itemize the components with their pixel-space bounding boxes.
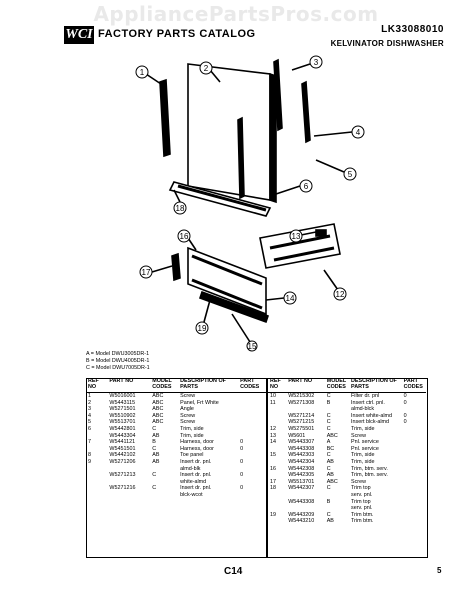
table-row	[268, 393, 426, 400]
svg-text:5: 5	[347, 170, 353, 179]
cell-part-no: W5443209	[288, 511, 315, 518]
cell-part-no: W5442305	[288, 472, 315, 479]
cell-ref	[86, 446, 107, 453]
cell-model-code: C	[326, 393, 331, 399]
cell-model-code: C	[152, 472, 157, 479]
cell-description: Trim btm.	[351, 518, 374, 525]
table-row	[268, 485, 426, 492]
col-ref: REF NO	[268, 378, 286, 393]
model-c: C = Model DWU7005DR-1	[86, 365, 150, 371]
model-b: B = Model DWU4005DR-1	[86, 358, 150, 364]
cell-part-no: W5510902	[109, 412, 136, 419]
cell-description: Screw	[180, 419, 196, 426]
cell-description: almd-blck	[351, 406, 375, 413]
svg-text:3: 3	[313, 58, 319, 67]
cell-part-code	[238, 406, 266, 413]
table-row	[268, 433, 426, 440]
table-row	[86, 479, 266, 486]
cell-part-no: W5442801	[109, 425, 136, 432]
cell-part-code	[402, 446, 426, 453]
cell-description: Trim btm.	[351, 511, 374, 518]
cell-description: Insert dr. pnl.	[180, 458, 212, 465]
cell-ref: 4	[88, 412, 91, 419]
cell-ref	[86, 492, 107, 499]
cell-description: Pnl. service	[351, 439, 379, 446]
cell-model-code: AB	[326, 518, 334, 525]
callout-14	[284, 292, 296, 304]
cell-model-code: AB	[326, 458, 334, 465]
cell-part-no: W5271206	[109, 458, 136, 465]
callout-19	[196, 322, 208, 334]
table-row	[268, 472, 426, 479]
cell-description: Screw	[351, 432, 366, 439]
cell-description: almd-blk	[180, 465, 201, 472]
callout-12	[334, 288, 346, 300]
table-row	[86, 492, 266, 499]
cell-model-code: B	[326, 399, 331, 406]
cell-model-code: A	[326, 439, 331, 446]
table-row	[86, 485, 266, 492]
cell-model-code: ABC	[152, 406, 164, 413]
table-row	[268, 512, 426, 519]
cell-model-code: ABC	[152, 412, 164, 419]
cell-description: Insert dr. pnl.	[180, 472, 212, 479]
cell-part-code	[402, 459, 426, 466]
cell-part-code	[238, 433, 266, 440]
cell-part-code	[402, 492, 426, 499]
cell-description: Trim, side	[351, 452, 375, 459]
cell-description: Trim, side	[180, 432, 204, 439]
cell-model-code	[325, 492, 349, 499]
col-part: PART NO	[107, 378, 150, 393]
cell-model-code: AB	[152, 452, 160, 459]
cell-part-no: W5016001	[109, 393, 136, 399]
cell-ref	[268, 472, 286, 479]
cell-description: Insert ctrl. pnl.	[351, 399, 385, 406]
callout-6	[300, 180, 312, 192]
cell-model-code	[150, 479, 178, 486]
table-row	[268, 459, 426, 466]
cell-model-code: C	[152, 445, 157, 452]
cell-ref: 1	[88, 393, 91, 399]
table-row	[86, 466, 266, 473]
cell-part-code	[238, 413, 266, 420]
col-desc: DESCRIPTION OF PARTS	[349, 378, 402, 393]
cell-model-code: AB	[152, 432, 160, 439]
cell-part-code	[402, 406, 426, 413]
cell-part-code	[238, 419, 266, 426]
table-row	[86, 400, 266, 407]
cell-description: Filter dr. pnl	[351, 393, 380, 399]
cell-ref: 19	[270, 511, 276, 518]
svg-text:18: 18	[175, 204, 185, 213]
cell-model-code: ABC	[326, 478, 338, 485]
cell-part-code: 0	[403, 419, 407, 426]
cell-ref	[268, 499, 286, 506]
cell-model-code: C	[326, 412, 331, 419]
table-row	[86, 406, 266, 413]
table-row	[86, 426, 266, 433]
cell-model-code: ABC	[152, 419, 164, 426]
cell-ref	[268, 446, 286, 453]
cell-part-no: W5443308	[288, 445, 315, 452]
cell-part-code	[238, 393, 266, 400]
callout-5	[344, 168, 356, 180]
cell-ref: 7	[88, 439, 91, 446]
callout-2	[200, 62, 212, 74]
cell-part-code	[402, 512, 426, 519]
cell-ref: 5	[88, 419, 91, 426]
cell-model-code: ABC	[152, 393, 164, 399]
model-a: A = Model DWU3005DR-1	[86, 351, 150, 357]
cell-description: Trim, btm. serv.	[351, 465, 388, 472]
cell-ref: 15	[270, 452, 276, 459]
cell-description: white-almd	[180, 478, 207, 485]
cell-description: Screw	[351, 478, 366, 485]
col-model: MODEL CODES	[150, 378, 178, 393]
cell-description: Trim, btm. serv.	[351, 472, 388, 479]
cell-description: Pnl. service	[351, 445, 379, 452]
cell-description: Trim top	[351, 498, 371, 505]
cell-part-code	[402, 472, 426, 479]
table-row	[268, 419, 426, 426]
cell-part-no	[107, 492, 150, 499]
cell-part-code: 0	[240, 472, 244, 479]
cell-part-no: W5271216	[109, 485, 136, 492]
cell-part-no: W5513701	[109, 419, 136, 426]
cell-ref: 17	[270, 478, 276, 485]
cell-ref: 16	[270, 465, 276, 472]
table-row	[268, 426, 426, 433]
cell-ref	[86, 472, 107, 479]
cell-part-no: W5442304	[288, 458, 315, 465]
cell-description: Harness, door	[180, 439, 214, 446]
cell-part-code	[402, 518, 426, 525]
svg-text:1: 1	[139, 68, 145, 77]
cell-part-no: W5442307	[288, 485, 315, 492]
cell-model-code: C	[326, 419, 331, 426]
callout-15	[247, 341, 257, 351]
cell-part-no: W5441121	[109, 439, 136, 446]
cell-part-no: W5451501	[109, 445, 136, 452]
col-part: PART NO	[286, 378, 324, 393]
cell-description: Screw	[180, 393, 196, 399]
catalog-header	[64, 22, 444, 52]
cell-part-code: 0	[403, 399, 407, 406]
cell-description: Angle	[180, 406, 194, 413]
callout-17	[140, 266, 152, 278]
cell-part-no: W5271214	[288, 412, 315, 419]
callout-13	[290, 230, 302, 242]
col-desc: DESCRIPTION OF PARTS	[178, 378, 238, 393]
cell-description: serv. pnl.	[351, 505, 373, 512]
table-row	[268, 413, 426, 420]
cell-model-code	[325, 406, 349, 413]
cell-part-code	[402, 433, 426, 440]
cell-ref: 6	[88, 425, 91, 432]
cell-part-no	[286, 492, 324, 499]
cell-ref	[268, 406, 286, 413]
model-legend	[86, 351, 150, 372]
cell-model-code: ABC	[326, 432, 338, 439]
cell-part-no: W5271213	[109, 472, 136, 479]
col-ref: REF NO	[86, 378, 107, 393]
cell-part-no: W5601	[288, 432, 306, 439]
svg-text:6: 6	[303, 182, 309, 191]
col-model: MODEL CODES	[325, 378, 349, 393]
front-panel	[188, 64, 270, 200]
cell-ref	[268, 518, 286, 525]
cell-part-code	[238, 466, 266, 473]
table-row	[86, 393, 266, 400]
cell-part-code	[238, 400, 266, 407]
svg-text:17: 17	[141, 268, 151, 277]
svg-text:14: 14	[285, 294, 295, 303]
cell-part-code: 0	[403, 393, 407, 399]
table-row	[268, 406, 426, 413]
table-row	[86, 446, 266, 453]
cell-ref: 3	[88, 406, 91, 413]
callout-16	[178, 230, 190, 242]
parts-table-left	[86, 378, 266, 499]
svg-text:16: 16	[179, 232, 189, 241]
cell-part-code: 0	[240, 445, 244, 452]
cell-description: Trim, side	[180, 425, 204, 432]
table-row	[86, 452, 266, 459]
cell-model-code: C	[152, 425, 157, 432]
cell-part-no: W5443307	[288, 439, 315, 446]
cell-ref	[268, 419, 286, 426]
cell-description: Insert dr. pnl.	[180, 485, 212, 492]
table-row	[268, 518, 426, 525]
cell-ref	[86, 433, 107, 440]
cell-ref: 9	[88, 458, 91, 465]
page-number: C14	[224, 566, 243, 577]
cell-ref	[268, 492, 286, 499]
cell-model-code: B	[326, 498, 331, 505]
cell-part-no	[107, 466, 150, 473]
cell-part-no: W5271501	[109, 406, 136, 413]
cell-ref	[86, 479, 107, 486]
cell-model-code	[150, 466, 178, 473]
cell-model-code: C	[326, 511, 331, 518]
cell-part-no: W5443115	[109, 399, 136, 406]
cell-description: Toe panel	[180, 452, 204, 459]
cell-ref: 10	[270, 393, 276, 399]
cell-ref	[268, 459, 286, 466]
col-code: PART CODES	[402, 378, 426, 393]
table-row	[268, 466, 426, 473]
cell-model-code: AB	[326, 472, 334, 479]
watermark-text: AppliancePartsPros.com	[93, 2, 379, 26]
cell-description: Trim top	[351, 485, 371, 492]
cell-description: Insert white-almd	[351, 412, 393, 419]
cell-model-code	[325, 505, 349, 512]
svg-text:12: 12	[335, 290, 345, 299]
callout-4	[352, 126, 364, 138]
cell-ref: 18	[270, 485, 276, 492]
cell-part-no: W5275501	[288, 425, 315, 432]
col-code: PART CODES	[238, 378, 266, 393]
cell-ref	[268, 505, 286, 512]
table-row	[86, 472, 266, 479]
svg-text:4: 4	[355, 128, 361, 137]
cell-description: serv. pnl.	[351, 491, 373, 498]
cell-description: Trim, side	[351, 458, 375, 465]
svg-text:19: 19	[197, 324, 207, 333]
cell-part-code	[238, 492, 266, 499]
table-row	[268, 439, 426, 446]
cell-part-no: W5271215	[288, 419, 315, 426]
table-row	[268, 492, 426, 499]
cell-part-code: 0	[403, 412, 407, 419]
svg-text:15: 15	[247, 342, 257, 351]
table-row	[268, 452, 426, 459]
parts-table-right	[268, 378, 426, 525]
cell-part-no: W5513701	[288, 478, 315, 485]
cell-model-code	[150, 492, 178, 499]
cell-model-code: C	[152, 485, 157, 492]
table-row	[86, 419, 266, 426]
cell-part-code	[402, 452, 426, 459]
cell-part-no: W5443210	[288, 518, 315, 525]
cell-part-code: 0	[240, 458, 244, 465]
cell-part-code	[402, 439, 426, 446]
cell-part-code	[238, 479, 266, 486]
cell-model-code: B	[152, 439, 156, 446]
cell-ref: 13	[270, 432, 276, 439]
table-row	[86, 413, 266, 420]
cell-model-code: C	[326, 452, 331, 459]
cell-part-code	[402, 466, 426, 473]
callout-1	[136, 66, 148, 78]
table-row	[268, 400, 426, 407]
cell-ref	[268, 413, 286, 420]
cell-model-code: AB	[152, 458, 160, 465]
cell-ref: 2	[88, 399, 91, 406]
cell-part-no: W5442102	[109, 452, 136, 459]
table-row	[86, 459, 266, 466]
cell-part-no	[286, 505, 324, 512]
wci-logo: WCI	[65, 27, 93, 42]
cell-part-no: W5443304	[109, 432, 136, 439]
cell-ref: 12	[270, 425, 276, 432]
exploded-parts-diagram	[120, 52, 400, 352]
cell-part-no: W5442308	[288, 465, 315, 472]
callout-3	[310, 56, 322, 68]
cell-part-code	[402, 426, 426, 433]
cell-part-code	[402, 479, 426, 486]
catalog-number: LK33088010	[381, 24, 444, 35]
cell-part-code	[402, 505, 426, 512]
cell-ref: 8	[88, 452, 91, 459]
table-row	[268, 505, 426, 512]
cell-part-no	[286, 406, 324, 413]
cell-part-no: W5442303	[288, 452, 315, 459]
table-row	[86, 439, 266, 446]
catalog-title: FACTORY PARTS CATALOG	[98, 28, 256, 40]
cell-description: Panel, Frt White	[180, 399, 219, 406]
product-name: KELVINATOR DISHWASHER	[330, 39, 444, 48]
table-row	[268, 479, 426, 486]
cell-ref	[86, 466, 107, 473]
cell-description: blck-wcot	[180, 491, 203, 498]
svg-text:2: 2	[203, 64, 209, 73]
cell-ref: 14	[270, 439, 276, 446]
cell-part-no: W5271308	[288, 399, 315, 406]
cell-description: Screw	[180, 412, 196, 419]
cell-model-code: BC	[326, 445, 335, 452]
cell-description: Insert blck-almd	[351, 419, 390, 426]
callout-18	[174, 202, 186, 214]
cell-ref	[86, 485, 107, 492]
cell-description: Trim, side	[351, 425, 375, 432]
cell-model-code: C	[326, 485, 331, 492]
cell-part-code: 0	[240, 485, 244, 492]
table-row	[268, 499, 426, 506]
cell-ref: 11	[270, 399, 276, 406]
svg-text:13: 13	[291, 232, 301, 241]
section-number: 5	[437, 566, 442, 575]
cell-part-code	[402, 485, 426, 492]
cell-model-code: ABC	[152, 399, 164, 406]
cell-part-no: W5215302	[288, 393, 315, 399]
cell-description: Harness, door	[180, 445, 214, 452]
table-row	[268, 446, 426, 453]
cell-model-code: C	[326, 425, 331, 432]
cell-part-no	[107, 479, 150, 486]
cell-part-code	[238, 426, 266, 433]
table-row	[86, 433, 266, 440]
cell-part-code: 0	[240, 439, 244, 446]
cell-part-no: W5443308	[288, 498, 315, 505]
cell-model-code: C	[326, 465, 331, 472]
cell-part-code	[238, 452, 266, 459]
cell-part-code	[402, 499, 426, 506]
